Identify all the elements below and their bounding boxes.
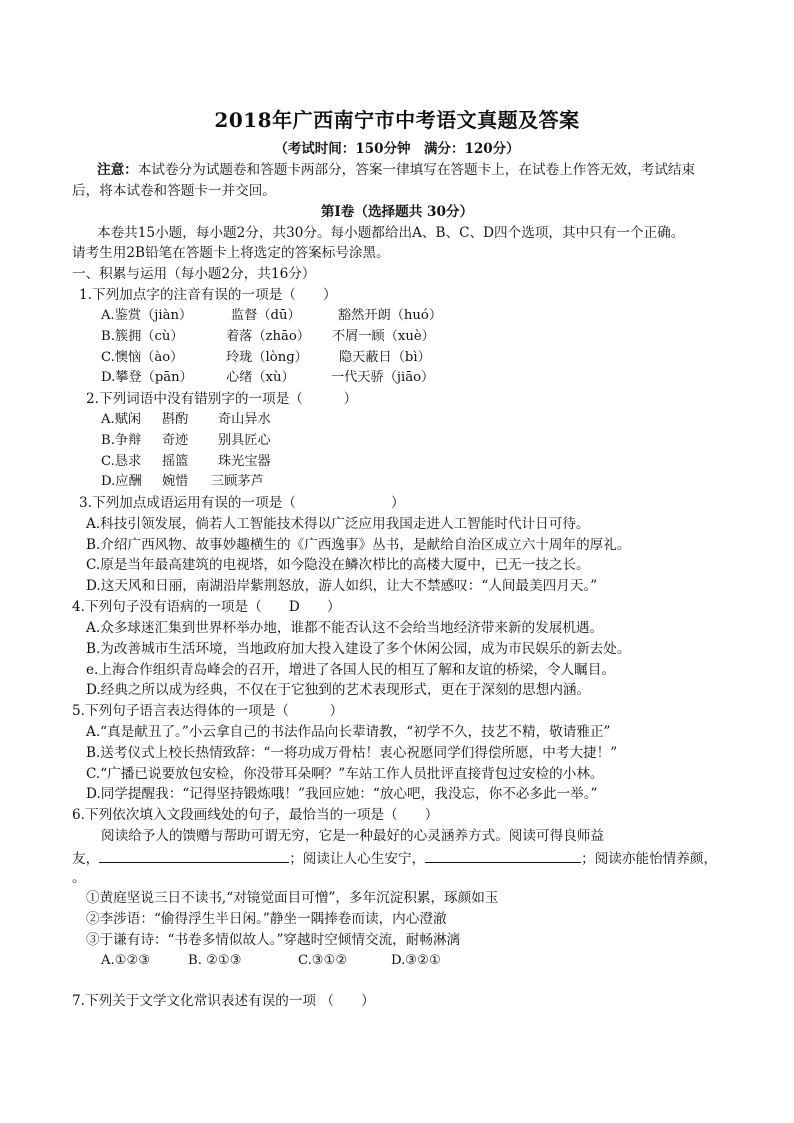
question-4-stem: 4.下列句子没有语病的一项是（ D ） [72,599,341,615]
choice-c: C.③①② [298,953,348,968]
question-7-stem: 7.下列关于文学文化常识表述有误的一项 （ ） [72,993,375,1009]
notice-line-1: 注意：本试卷分为试题卷和答题卡两部分，答案一律填写在答题卡上，在试卷上作答无效，考试结束 [97,162,696,178]
question-6-passage-line-3: 。 [72,870,86,886]
notice-label: 注意： [97,162,138,178]
part-intro-1: 本卷共15小题，每小题2分，共30分。每小题都给出A、B、C、D四个选项，其中只有一个正确。 [97,225,685,241]
part-heading: 第Ⅰ卷（选择题共 30分） [320,204,474,220]
question-1-stem: 1.下列加点字的注音有误的一项是（ ） [79,287,337,303]
part-intro-2: 请考生用2B铅笔在答题卡上将选定的答案标号涂黑。 [72,245,390,261]
exam-info: （考试时间：150分钟 满分：120分） [274,141,520,157]
section-heading: 一、积累与运用（每小题2分，共16分） [72,266,316,282]
question-3-option-b: B.介绍广西风物、故事妙趣横生的《广西逸事》丛书，是献给自治区成立六十周年的厚礼。 [86,537,631,553]
question-6-stem: 6.下列依次填入文段画线处的句子，最恰当的一项是（ ） [72,807,439,823]
choice-d: D.③②① [391,953,441,968]
question-6-passage-line-2: 友， ；阅读让人心生安宁， ；阅读亦能怡情养颜， [72,848,717,868]
question-6-sentence-2: ②李涉语：“偷得浮生半日闲。”静坐一隅捧卷而读，内心澄澈 [86,911,447,927]
question-5-option-d: D.同学提醒我：“记得坚持锻炼哦！”我回应她：“放心吧，我没忘，你不必多此一举。” [86,786,598,802]
question-6-passage-line-1: 阅读给予人的馈赠与帮助可谓无穷，它是一种最好的心灵涵养方式。阅读可得良师益 [101,828,604,844]
question-4-option-d: D.经典之所以成为经典，不仅在于它独到的艺术表现形式，更在于深刻的思想内涵。 [86,682,591,698]
question-3-option-d: D.这天风和日丽，南湖沿岸紫荆怒放，游人如织，让大不禁感叹：“人间最美四月天。” [86,578,598,594]
choice-a: A.①②③ [101,953,151,968]
question-6-sentence-1: ①黄庭坚说三日不读书,“对镜觉面目可憎”，多年沉淀积累，琢颜如玉 [86,890,499,906]
question-5-stem: 5.下列句子语言表达得体的一项是（ ） [72,703,344,719]
page-title: 2018年广西南宁市中考语文真题及答案 [214,108,580,132]
question-6-sentence-3: ③于谦有诗：“书卷多情似故人。”穿越时空倾情交流，耐畅淋漓 [86,932,461,948]
exam-page: 2018年广西南宁市中考语文真题及答案 （考试时间：150分钟 满分：120分） 注意：本试卷分为试题卷和答题卡两部分，答案一律填写在答题卡上，在试卷上作答无效，考试结束 后，将本试卷和答题卡一并交回。 第Ⅰ卷（选择题共 30分） 本卷共15小题，每小题2分，共30分。每小题都给出A、B、C、D四个选项，其中只有一个正确。 请考生用2B铅笔在答题卡上将选定的答案标号涂黑。 一、积累与运用（每小题2分，共16分） 1.下列加点字的注音有误的一项是（ ） A.鉴赏（jiàn） 监督（dū） 豁然开朗（huó） B.簇拥（cù） 着落（zhāo） 不屑一顾（xuè） C.懊恼（ào） 玲珑（lònɡ） 隐天蔽日（bì） D.攀登（pān） 心绪（xù） 一代天骄（jiāo） 2.下列词语中没有错别字的一项是（ ） A.赋闲 斟酌 奇山异水 B.争辩 奇迹 别具匠心 C.恳求 摇篮 珠光宝器 D.应酬 婉惜 三顾茅芦 3.下列加点成语运用有误的一项是（ ） A.科技引领发展，倘若人工智能技术得以广泛应用我国走进人工智能时代计日可待。 B.介绍广西风物、故事妙趣横生的《广西逸事》丛书，是献给自治区成立六十周年的厚礼。 C.原是当年最高建筑的电视塔，如今隐没在鳞次栉比的高楼大厦中，已无一技之长。 D.这天风和日丽，南湖沿岸紫荆怒放，游人如织，让大不禁感叹：“人间最美四月天。” 4.下列句子没有语病的一项是（ D ） A.众多球迷汇集到世界杯举办地，谁都不能否认这不会给当地经济带来新的发展机遇。 B.为改善城市生活环境，当地政府加大投入建设了多个休闲公园，成为市民娱乐的新去处。 e.上海合作组织青岛峰会的召开，增进了各国人民的相互了解和友谊的桥梁，令人瞩目。 D.经典之所以成为经典，不仅在于它独到的艺术表现形式，更在于深刻的思想内涵。 5.下列句子语言表达得体的一项是（ ） A.“真是献丑了。”小云拿自己的书法作品向长辈请教，“初学不久，技艺不精，敬请雅正” B.送考仪式上校长热情致辞：“一将功成万骨枯！衷心祝愿同学们得偿所愿，中考大捷！” C.“广播已说要放包安检，你没带耳朵啊？”车站工作人员批评直接背包过安检的小林。 D.同学提醒我：“记得坚持锻炼哦！”我回应她：“放心吧，我没忘，你不必多此一举。” 6.下列依次填入文段画线处的句子，最恰当的一项是（ ） 阅读给予人的馈赠与帮助可谓无穷，它是一种最好的心灵涵养方式。阅读可得良师益 友， ；阅读让人心生安宁， ；阅读亦能怡情养颜， 。 ①黄庭坚说三日不读书,“对镜觉面目可憎”，多年沉淀积累，琢颜如玉 ②李涉语：“偷得浮生半日闲。”静坐一隅捧卷而读，内心澄澈 ③于谦有诗：“书卷多情似故人。”穿越时空倾情交流，耐畅淋漓 A.①②③ B. ②①③ C.③①② D.③②① 7.下列关于文学文化常识表述有误的一项 （ ） [0,0,794,1123]
question-5-option-a: A.“真是献丑了。”小云拿自己的书法作品向长辈请教，“初学不久，技艺不精，敬请雅正” [86,724,611,740]
question-4-option-b: B.为改善城市生活环境，当地政府加大投入建设了多个休闲公园，成为市民娱乐的新去处。 [86,641,631,657]
question-5-option-b: B.送考仪式上校长热情致辞：“一将功成万骨枯！衷心祝愿同学们得偿所愿，中考大捷！” [86,745,618,761]
question-3-option-c: C.原是当年最高建筑的电视塔，如今隐没在鳞次栉比的高楼大厦中，已无一技之长。 [86,557,590,573]
question-4-option-a: A.众多球迷汇集到世界杯举办地，谁都不能否认这不会给当地经济带来新的发展机遇。 [86,620,604,636]
question-4-option-c: e.上海合作组织青岛峰会的召开，增进了各国人民的相互了解和友谊的桥梁，令人瞩目。 [86,662,615,678]
choice-b: B. ②①③ [188,953,242,968]
question-3-option-a: A.科技引领发展，倘若人工智能技术得以广泛应用我国走进人工智能时代计日可待。 [86,516,590,532]
fill-blank-1 [99,848,289,863]
question-2-stem: 2.下列词语中没有错别字的一项是（ ） [86,391,358,407]
notice-line-2: 后，将本试卷和答题卡一并交回。 [72,183,276,199]
fill-blank-2 [425,848,581,863]
question-3-stem: 3.下列加点成语运用有误的一项是（ ） [79,495,405,511]
question-5-option-c: C.“广播已说要放包安检，你没带耳朵啊？”车站工作人员批评直接背包过安检的小林。 [86,766,604,782]
